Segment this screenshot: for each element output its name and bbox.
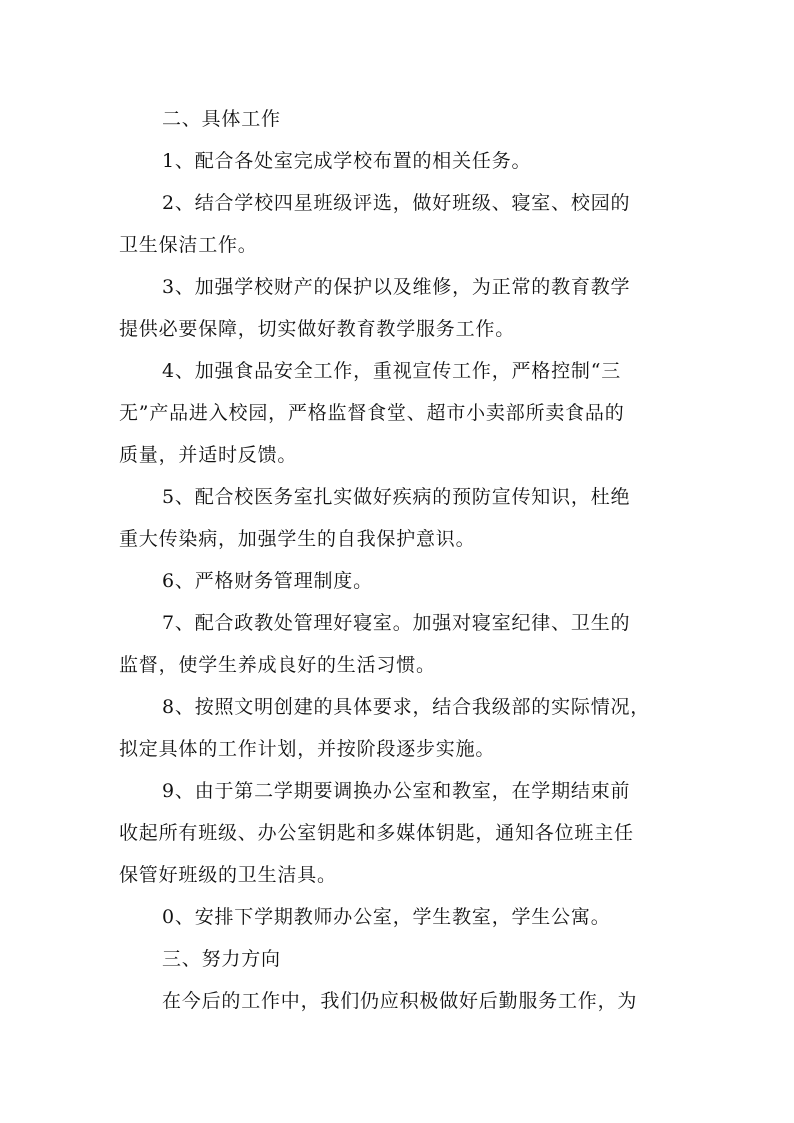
paragraph-line: 2、结合学校四星班级评选，做好班级、寝室、校园的 [162, 192, 631, 214]
paragraph-line: 监督，使学生养成良好的生活习惯。 [119, 654, 436, 676]
paragraph-line: 7、配合政教处管理好寝室。加强对寝室纪律、卫生的 [162, 612, 631, 634]
paragraph-line: 5、配合校医务室扎实做好疾病的预防宣传知识，杜绝 [162, 486, 631, 508]
paragraph-line: 无”产品进入校园，严格监督食堂、超市小卖部所卖食品的 [119, 402, 625, 424]
paragraph-line: 3、加强学校财产的保护以及维修，为正常的教育教学 [162, 276, 631, 298]
paragraph-line: 8、按照文明创建的具体要求，结合我级部的实际情况， [162, 696, 651, 718]
section-heading-specific-work: 二、具体工作 [162, 108, 281, 130]
document-body [119, 98, 679, 1022]
paragraph-line: 质量，并适时反馈。 [119, 444, 298, 466]
paragraph-line: 0、安排下学期教师办公室，学生教室，学生公寓。 [162, 906, 611, 928]
paragraph-line: 重大传染病，加强学生的自我保护意识。 [119, 528, 476, 550]
paragraph-line: 6、严格财务管理制度。 [162, 570, 373, 592]
paragraph-line: 保管好班级的卫生洁具。 [119, 864, 337, 886]
paragraph-line: 1、配合各处室完成学校布置的相关任务。 [162, 150, 532, 172]
paragraph-line: 4、加强食品安全工作，重视宣传工作，严格控制“三 [162, 360, 622, 382]
paragraph-line: 提供必要保障，切实做好教育教学服务工作。 [119, 318, 516, 340]
paragraph-line: 在今后的工作中，我们仍应积极做好后勤服务工作，为 [162, 990, 638, 1012]
paragraph-line: 收起所有班级、办公室钥匙和多媒体钥匙，通知各位班主任 [119, 822, 634, 844]
paragraph-line: 9、由于第二学期要调换办公室和教室，在学期结束前 [162, 780, 631, 802]
paragraph-line: 卫生保洁工作。 [119, 234, 258, 256]
section-heading-effort-direction: 三、努力方向 [162, 948, 281, 970]
paragraph-line: 拟定具体的工作计划，并按阶段逐步实施。 [119, 738, 496, 760]
